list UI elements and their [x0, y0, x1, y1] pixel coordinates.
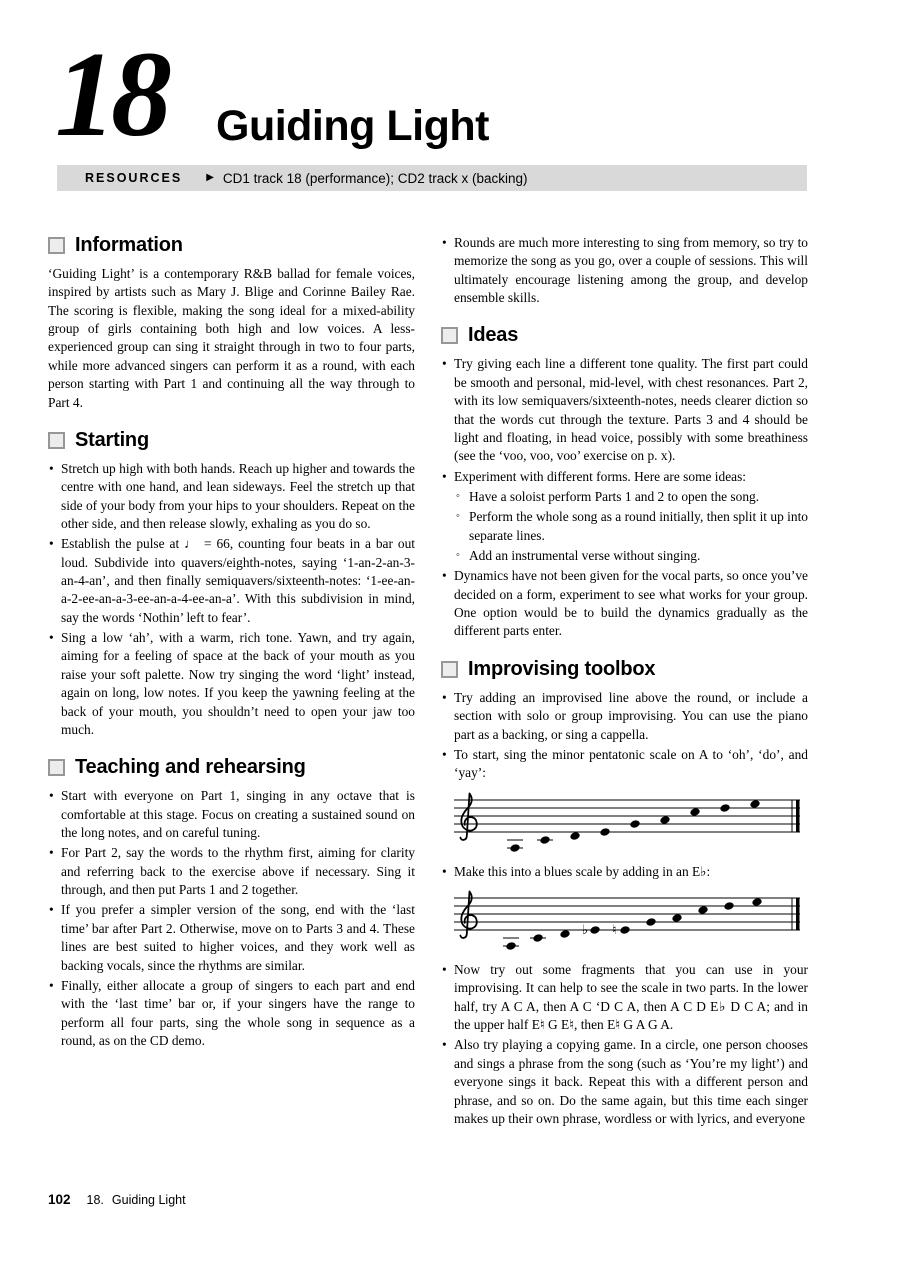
accidental-glyph: ♭	[582, 921, 589, 937]
list-item: • Experiment with different forms. Here are some ideas:	[441, 468, 808, 486]
teaching-list	[48, 787, 415, 1050]
improvising-list-3	[441, 961, 808, 1128]
notehead	[645, 917, 656, 927]
sub-list-item: ◦ Perform the whole song as a round initially, then split it up into separate lines.	[456, 508, 808, 545]
section-marker-icon	[441, 327, 458, 344]
play-triangle-icon: ▶	[206, 172, 214, 183]
section-title-ideas: Ideas	[468, 324, 519, 347]
notehead	[619, 925, 630, 935]
right-column	[441, 230, 808, 1130]
list-item: • Try giving each line a different tone quality. The first part could be smooth and personal, mid-level, with chest resonances. Part 2, with its low semiquavers/sixteenth-notes, needs clearer diction so that the words cut through the texture. Parts 3 and 4 should be light and floating, in head voice, possibly with some breathiness (see the ‘voo, voo, voo’ exercise on p. x).	[441, 355, 808, 465]
notehead	[569, 831, 580, 841]
section-heading-ideas	[441, 324, 808, 347]
section-marker-icon	[48, 237, 65, 254]
page-footer	[48, 1192, 186, 1207]
list-item: • If you prefer a simpler version of the song, end with the ‘last time’ bar after Part 2. Otherwise, move on to Parts 3 and 4. These lines are best suited to higher voices, and they work well as backing vocals, since the rhythms are similar.	[48, 901, 415, 974]
starting-list	[48, 460, 415, 739]
list-item: • Sing a low ‘ah’, with a warm, rich tone. Yawn, and try again, aiming for a feeling of space at the back of your mouth as you raise your soft palette. Now try singing the word ‘light’ instead, again on long, low notes. If you keep the yawning feeling at the back of your mouth, you shouldn’t need to open your jaw too much.	[48, 629, 415, 739]
chapter-number: 18	[55, 27, 167, 162]
list-item: • Establish the pulse at ♩ = 66, counting four beats in a bar out loud. Subdivide into quavers/eighth-notes, saying ‘1-an-2-an-3-an-4-an’, and then finally semiquavers/sixteenth-notes: ‘1-ee-an-a-2-ee-an-a-3-ee-an-a-4-ee-an-a’. With this subdivision in mind, say the words ‘Nothin’ left to fear’.	[48, 535, 415, 627]
notehead	[629, 819, 640, 829]
resources-bar	[57, 165, 807, 191]
section-heading-starting	[48, 429, 415, 452]
notehead	[589, 925, 600, 935]
list-item: • Also try playing a copying game. In a circle, one person chooses and sings a phrase from the song (such as ‘You’re my light’) and everyone sings it back. Repeat this with a different person and phrase, and so on. Do the same again, but this time each singer makes up their own phrase, wordless or with lyrics, and everyone	[441, 1036, 808, 1128]
notehead	[599, 827, 610, 837]
section-heading-teaching	[48, 756, 415, 779]
left-column	[48, 230, 415, 1130]
section-title-improvising: Improvising toolbox	[468, 657, 656, 680]
notehead	[539, 835, 550, 845]
page-title: Guiding Light	[216, 102, 489, 150]
section-heading-information	[48, 234, 415, 257]
list-item: • Rounds are much more interesting to sing from memory, so try to memorize the song as you go, over a couple of sessions. This will ultimately encourage listening among the group, and develop ensemble skills.	[441, 234, 808, 307]
notehead	[671, 913, 682, 923]
section-heading-improvising	[441, 658, 808, 681]
notehead	[697, 905, 708, 915]
sub-list-item: ◦ Have a soloist perform Parts 1 and 2 to open the song.	[456, 488, 808, 506]
list-item: • Stretch up high with both hands. Reach up higher and towards the centre with one hand, and lean sideways. Feel the stretch up that side of your body from your hips to your shoulders. Repeat on the other side, and then release slowly, exhaling as you do so.	[48, 460, 415, 533]
notehead	[719, 803, 730, 813]
notehead	[559, 929, 570, 939]
treble-clef-icon	[460, 891, 476, 937]
list-item: • For Part 2, say the words to the rhythm first, aiming for clarity and referring back to the exercise above if necessary. Sing it through, and then put Parts 1 and 2 together.	[48, 844, 415, 899]
section-marker-icon	[441, 661, 458, 678]
information-body: ‘Guiding Light’ is a contemporary R&B ballad for female voices, inspired by artists such as Mary J. Blige and Corinne Bailey Rae. The scoring is flexible, making the song ideal for a mixed-ability group of girls containing both high and low voices. A less-experienced group can sing it straight through in two to four parts, while more advanced singers can perform it as a round, with each person starting with Part 1 and continuing all the way through to Part 4.	[48, 266, 415, 410]
ideas-sublist	[441, 488, 808, 565]
section-title-starting: Starting	[75, 428, 149, 451]
list-item: • Start with everyone on Part 1, singing in any octave that is comfortable at this stage. Focus on creating a sustained sound on the long notes, and on careful tuning.	[48, 787, 415, 842]
section-title-teaching: Teaching and rehearsing	[75, 756, 306, 779]
resources-track-info: CD1 track 18 (performance); CD2 track x (backing)	[222, 170, 528, 186]
sub-list-item: ◦ Add an instrumental verse without singing.	[456, 547, 808, 565]
section-marker-icon	[48, 759, 65, 776]
teaching-continued-list	[441, 234, 808, 307]
list-item: • Dynamics have not been given for the vocal parts, so once you’ve decided on a form, experiment to see what works for your group. One option would be to build the dynamics gradually as the different parts enter.	[441, 567, 808, 640]
resources-label: RESOURCES	[85, 171, 183, 185]
notehead	[509, 843, 520, 853]
treble-clef-icon	[460, 793, 476, 839]
section-marker-icon	[48, 432, 65, 449]
section-title-information: Information	[75, 234, 183, 256]
list-item: • Try adding an improvised line above the round, or include a section with solo or group improvising. You can use the piano part as a backing, or sing a cappella.	[441, 689, 808, 744]
list-item: • Finally, either allocate a group of singers to each part and end with the ‘last time’ bar or, if your singers have the range to perform all four parts, sing the whole song in sequence as a round, as on the CD demo.	[48, 977, 415, 1050]
notehead	[723, 901, 734, 911]
footer-chapter-title: Guiding Light	[111, 1193, 186, 1207]
footer-chapter-number: 18.	[86, 1193, 104, 1207]
list-item: • Now try out some fragments that you can use in your improvising. It can help to see the scale in two parts. In the lower half, try A C A, then A C ‘D C A, then A C D E♭ D C A; and in the upper half E♮ G E♮, then E♮ G A G A.	[441, 961, 808, 1034]
two-column-layout	[48, 230, 808, 1130]
ideas-list	[441, 355, 808, 486]
notehead	[689, 807, 700, 817]
notehead	[751, 897, 762, 907]
footer-page-number: 102	[48, 1192, 71, 1207]
improvising-list-2	[441, 863, 808, 881]
blues-scale-notation	[453, 888, 801, 952]
notehead	[659, 815, 670, 825]
list-item: • To start, sing the minor pentatonic scale on A to ‘oh’, ‘do’, and ‘yay’:	[441, 746, 808, 783]
improvising-list	[441, 689, 808, 783]
notehead	[532, 933, 543, 943]
list-item: • Make this into a blues scale by adding in an E♭:	[441, 863, 808, 881]
ideas-list-continued	[441, 567, 808, 640]
notehead	[749, 799, 760, 809]
notehead	[505, 941, 516, 951]
accidental-glyph: ♮	[612, 921, 617, 937]
pentatonic-scale-notation	[453, 790, 801, 854]
